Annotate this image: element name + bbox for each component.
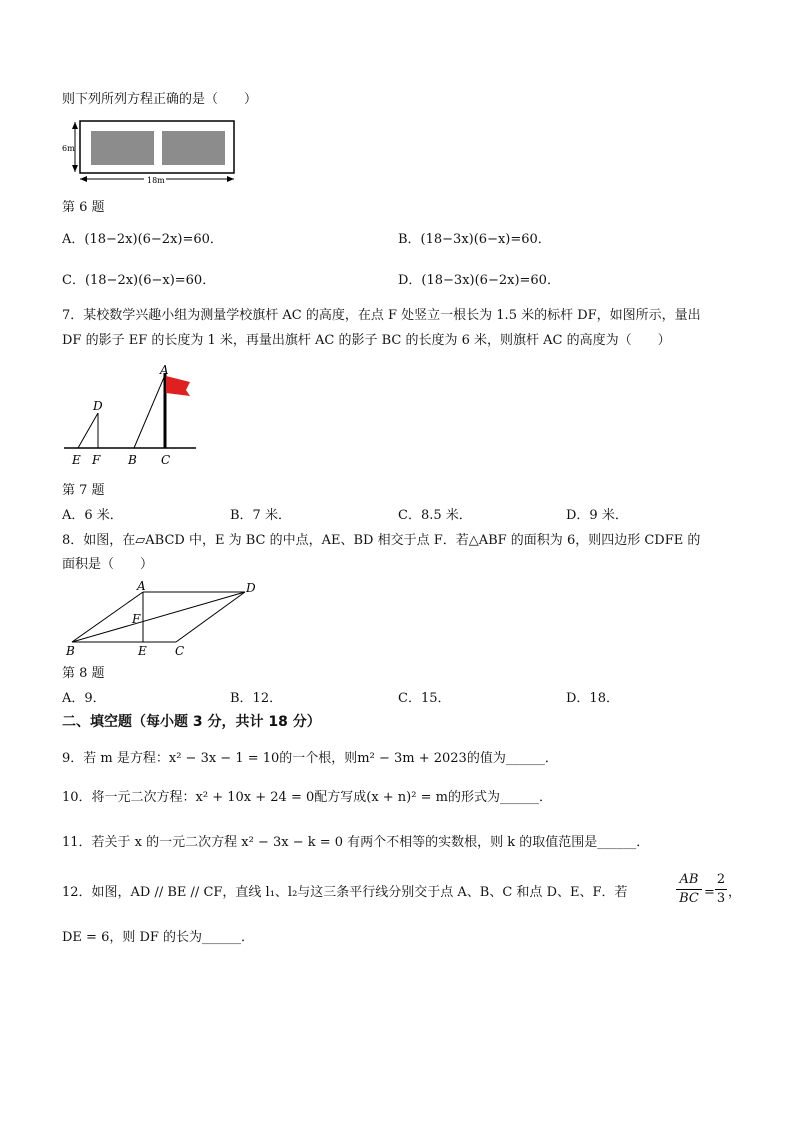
q7-caption: 第 7 题 xyxy=(62,483,105,498)
q7-option-c: C．8.5 米． xyxy=(398,508,472,523)
q8-option-c: C．15． xyxy=(398,691,451,706)
q12-line1: 12．如图，AD // BE // CF，直线 l₁、l₂与这三条平行线分别交于点 A、B、C 和点 D、E、F．若 xyxy=(62,885,628,900)
q8-caption: 第 8 题 xyxy=(62,666,105,681)
q12-fraction-ab-bc xyxy=(676,871,702,908)
q8-label-f: F xyxy=(132,612,141,626)
q8-stem-line2: 面积是（ ） xyxy=(62,557,154,572)
q8-option-a: A．9． xyxy=(62,691,106,706)
q11-text: 11．若关于 x 的一元二次方程 x² − 3x − k = 0 有两个不相等的实数根，则 k 的取值范围是______． xyxy=(62,835,650,850)
q12-line2: DE = 6，则 DF 的长为______． xyxy=(62,930,255,945)
q7-label-e: E xyxy=(72,453,81,467)
q7-label-f: F xyxy=(92,453,101,467)
q12-fraction-value xyxy=(715,871,727,908)
q8-option-d: D．18． xyxy=(566,691,619,706)
q9-text: 9．若 m 是方程：x² − 3x − 1 = 10的一个根，则m² − 3m + 2023的值为______． xyxy=(62,751,558,766)
q7-option-b: B．7 米． xyxy=(230,508,291,523)
q8-label-a: A xyxy=(137,579,146,593)
section2-title: 二、填空题（每小题 3 分，共计 18 分） xyxy=(62,714,321,730)
q7-label-a: A xyxy=(160,363,169,377)
q10-text: 10．将一元二次方程：x² + 10x + 24 = 0配方写成(x + n)² = m的形式为______． xyxy=(62,790,552,805)
q6-stem: 则下列所列方程正确的是（ ） xyxy=(62,92,258,107)
q7-figure xyxy=(62,363,202,473)
q12-val-den: 3 xyxy=(716,891,726,906)
q6-option-d: D．(18−3x)(6−2x)=60． xyxy=(398,273,560,288)
q6-caption: 第 6 题 xyxy=(62,200,105,215)
q12-frac-den: BC xyxy=(676,889,702,908)
q12-tail: ， xyxy=(728,885,742,900)
q6-side-label: 6m xyxy=(62,144,75,153)
q7-label-b: B xyxy=(128,453,137,467)
q8-label-c: C xyxy=(175,644,185,658)
q8-figure xyxy=(62,578,272,660)
q12-eq: = xyxy=(704,885,715,900)
q8-label-d: D xyxy=(246,581,256,595)
q7-label-c: C xyxy=(161,453,171,467)
q7-stem-line1: 7．某校数学兴趣小组为测量学校旗杆 AC 的高度，在点 F 处竖立一根长为 1.5 米的标杆 DF，如图所示，量出 xyxy=(62,308,701,323)
q8-option-b: B．12． xyxy=(230,691,283,706)
q7-label-d: D xyxy=(93,399,103,413)
q7-option-d: D．9 米． xyxy=(566,508,628,523)
q6-bottom-label: 18m xyxy=(147,176,165,185)
q7-stem-line2: DF 的影子 EF 的长度为 1 米，再量出旗杆 AC 的影子 BC 的长度为 6 米，则旗杆 AC 的高度为（ ） xyxy=(62,333,671,348)
q12-frac-num: AB xyxy=(679,872,699,887)
q12-val-num: 2 xyxy=(716,872,726,887)
q6-option-c: C．(18−2x)(6−x)=60． xyxy=(62,273,216,288)
q8-label-b: B xyxy=(66,644,75,658)
q8-stem-line1: 8．如图，在▱ABCD 中，E 为 BC 的中点，AE、BD 相交于点 F．若△ABF 的面积为 6，则四边形 CDFE 的 xyxy=(62,533,701,548)
q7-option-a: A．6 米． xyxy=(62,508,123,523)
q6-option-b: B．(18−3x)(6−x)=60． xyxy=(398,232,551,247)
q8-label-e: E xyxy=(138,644,147,658)
q6-option-a: A．(18−2x)(6−2x)=60． xyxy=(62,232,223,247)
q6-figure xyxy=(62,116,240,188)
